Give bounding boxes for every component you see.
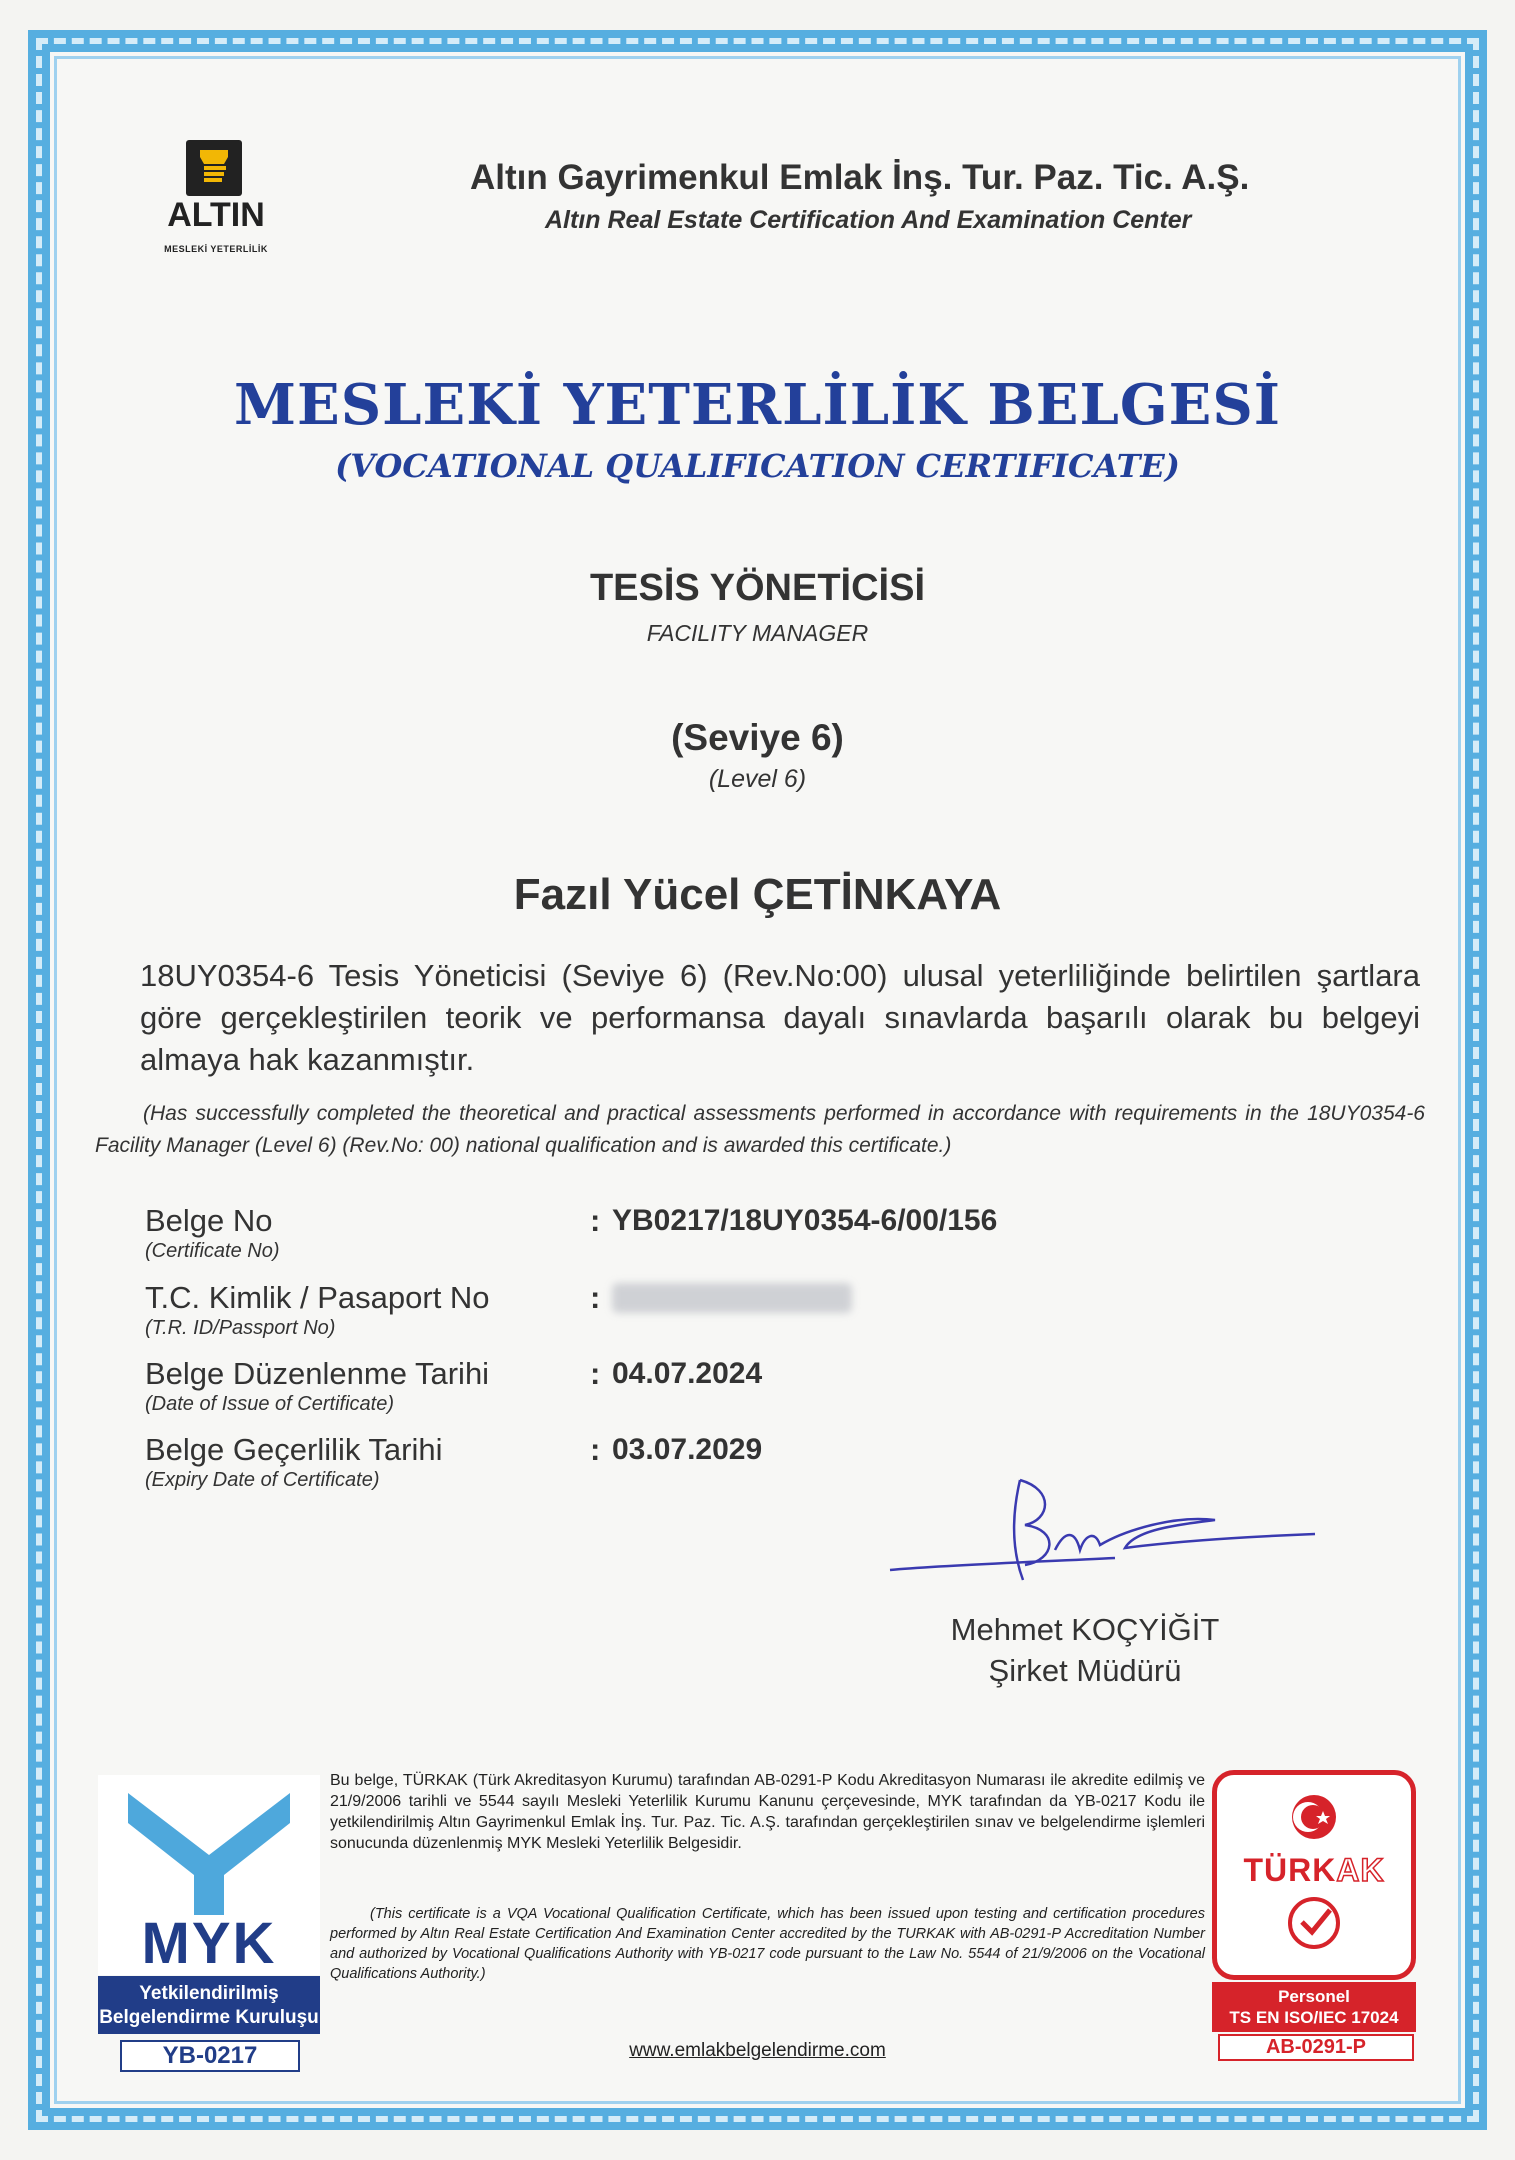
- certificate-no-label: Belge No: [145, 1203, 273, 1238]
- website-link[interactable]: www.emlakbelgelendirme.com: [629, 2040, 886, 2061]
- signatory-title: Şirket Müdürü: [988, 1653, 1182, 1688]
- turkak-caption-line2: TS EN ISO/IEC 17024: [1229, 2008, 1399, 2027]
- myk-caption: [98, 1976, 320, 2034]
- certificate-no-sublabel: (Certificate No): [145, 1240, 280, 1262]
- expiry-date-label: Belge Geçerlilik Tarihi: [145, 1432, 443, 1467]
- company-name: Altın Gayrimenkul Emlak İnş. Tur. Paz. Tic. A.Ş.: [470, 158, 1250, 197]
- signature: [885, 1470, 1325, 1605]
- turkak-caption-line1: Personel: [1278, 1987, 1350, 2006]
- logo-subtext: MESLEKİ YETERLİLİK: [164, 244, 268, 254]
- holder-name: Fazıl Yücel ÇETİNKAYA: [513, 870, 1002, 919]
- id-sublabel: (T.R. ID/Passport No): [145, 1317, 336, 1339]
- turkak-word-a: TÜRK: [1243, 1852, 1337, 1888]
- issue-date-value: 04.07.2024: [612, 1357, 763, 1390]
- colon: :: [590, 1203, 601, 1238]
- statement-en: (Has successfully completed the theoretical and practical assessments performed in accordance with requirements in the 18UY0354-6 Facility Manager (Level 6) (Rev.No: 00) national qualification and is awarded this certificate.): [95, 1102, 1425, 1157]
- turkak-caption: [1212, 1982, 1416, 2032]
- certificate-no-value: YB0217/18UY0354-6/00/156: [612, 1204, 998, 1237]
- profession-title: TESİS YÖNETİCİSİ: [589, 567, 926, 609]
- altin-logo-icon: [186, 140, 242, 196]
- turkak-code: AB-0291-P: [1218, 2034, 1414, 2061]
- turkak-word-b: AK: [1336, 1852, 1385, 1888]
- level-en: (Level 6): [708, 765, 807, 793]
- myk-caption-line1: Yetkilendirilmiş: [139, 1983, 279, 2004]
- colon: :: [590, 1432, 601, 1467]
- signatory-name: Mehmet KOÇYİĞİT: [950, 1612, 1220, 1647]
- certificate-title: MESLEKİ YETERLİLİK BELGESİ: [234, 372, 1281, 438]
- issue-date-label: Belge Düzenlenme Tarihi: [145, 1356, 490, 1391]
- company-name-en: Altın Real Estate Certification And Examination Center: [545, 206, 1192, 234]
- issue-date-sublabel: (Date of Issue of Certificate): [145, 1393, 394, 1415]
- colon: :: [590, 1280, 601, 1315]
- colon: :: [590, 1356, 601, 1391]
- expiry-date-value: 03.07.2029: [612, 1433, 763, 1466]
- myk-logo-text: MYK: [141, 1911, 277, 1976]
- expiry-date-sublabel: (Expiry Date of Certificate): [145, 1469, 380, 1491]
- myk-caption-line2: Belgelendirme Kuruluşu: [99, 2007, 319, 2028]
- logo-text: ALTIN: [167, 196, 265, 234]
- turkak-word: [1212, 1852, 1416, 1889]
- redacted-id-value: [612, 1283, 852, 1313]
- level: (Seviye 6): [671, 717, 844, 758]
- profession-title-en: FACILITY MANAGER: [646, 620, 869, 646]
- footer-text-tr: Bu belge, TÜRKAK (Türk Akreditasyon Kurumu) tarafından AB-0291-P Kodu Akreditasyon Numarası ile akredite edilmiş ve 21/9/2006 tarihli ve 5544 sayılı Mesleki Yeterlilik Kurumu Kanunu çerçevesinde, MYK tarafından da YB-0217 Kodu ile yetkilendirilmiş Altın Gayrimenkul Emlak İnş. Tur. Paz. Tic. A.Ş. tarafından gerçekleştirilen sınav ve belgelendirme işlemleri sonucunda düzenlenmiş MYK Mesleki Yeterlilik Belgesidir.: [330, 1772, 1205, 1852]
- footer-text-en: (This certificate is a VQA Vocational Qualification Certificate, which has been issued upon testing and certification procedures performed by Altın Real Estate Certification And Examination Center accredited by the TURKAK with AB-0291-P Accreditation Number and authorized by Vocational Qualifications Authority with YB-0217 code pursuant to the Law No. 5544 of 21/9/2006 on the Vocational Qualifications Authority.): [330, 1906, 1205, 1982]
- myk-code: YB-0217: [120, 2040, 300, 2072]
- certificate-title-en: (VOCATIONAL QUALIFICATION CERTIFICATE): [335, 447, 1180, 485]
- statement-tr: 18UY0354-6 Tesis Yöneticisi (Seviye 6) (Rev.No:00) ulusal yeterliliğinde belirtilen şartlara göre gerçekleştirilen teorik ve performansa dayalı sınavlarda başarılı olarak bu belgeyi almaya hak kazanmıştır.: [140, 958, 1420, 1077]
- id-label: T.C. Kimlik / Pasaport No: [145, 1280, 490, 1315]
